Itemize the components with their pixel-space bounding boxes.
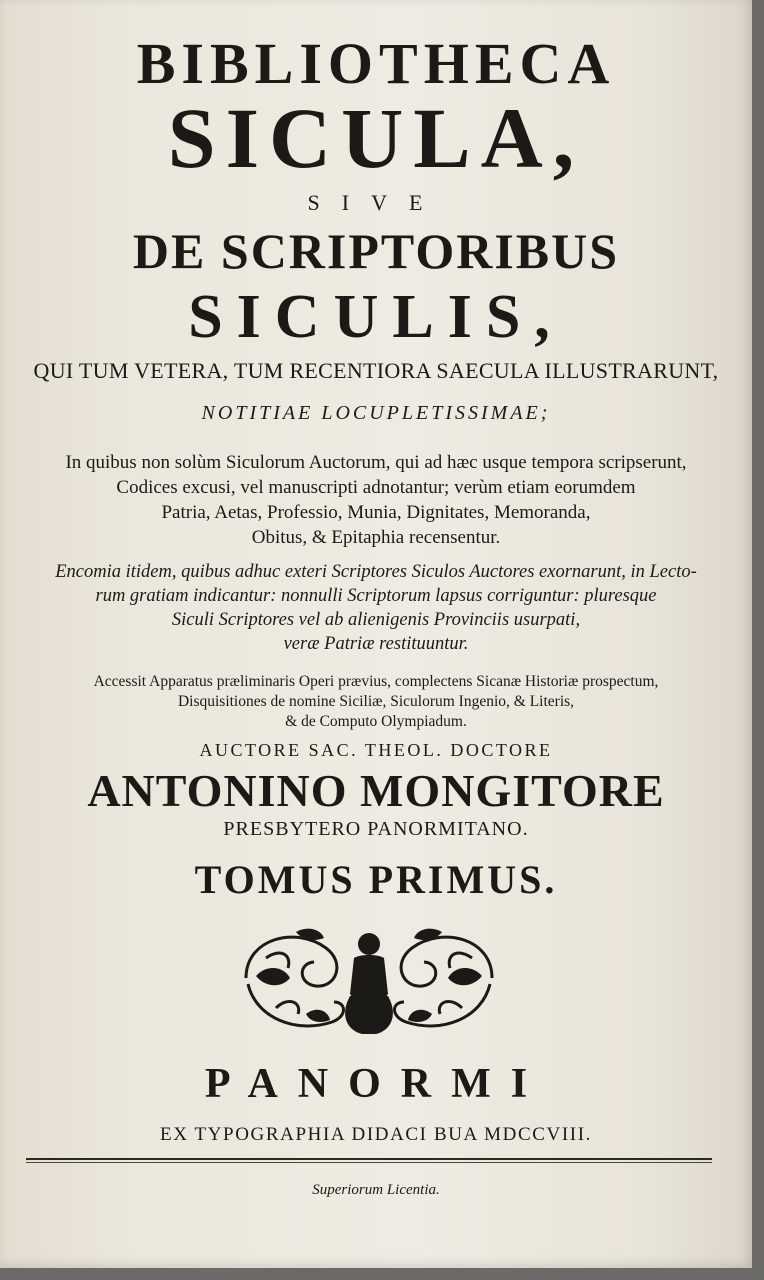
- imprint-place: PANORMI: [204, 1061, 548, 1107]
- paragraph-3-line: Disquisitiones de nomine Siciliæ, Siculorum Ingenio, & Literis,: [177, 693, 575, 710]
- paragraph-2-line: veræ Patriæ restituuntur.: [283, 634, 469, 654]
- description-paragraph-3: [0, 672, 752, 732]
- author-title: PRESBYTERO PANORMITANO.: [223, 818, 529, 840]
- subtitle-line: QUI TUM VETERA, TUM RECENTIORA SAECULA ILLUSTRARUNT,: [33, 358, 719, 383]
- paragraph-1-line: In quibus non solùm Siculorum Auctorum, qui ad hæc usque tempora scripserunt,: [65, 452, 687, 473]
- paragraph-2-line: rum gratiam indicantur: nonnulli Scriptorum lapsus corriguntur: pluresque: [95, 586, 657, 606]
- imprint-rule-thin: [26, 1162, 712, 1163]
- description-paragraph-1: [0, 450, 752, 550]
- printers-ornament: [236, 918, 502, 1042]
- imprint-printer: EX TYPOGRAPHIA DIDACI BUA MDCCVIII.: [160, 1124, 592, 1145]
- paragraph-1-line: Obitus, & Epitaphia recensentur.: [251, 527, 501, 548]
- license-line: Superiorum Licentia.: [312, 1182, 440, 1198]
- title-line-de-scriptoribus: DE SCRIPTORIBUS: [132, 223, 620, 279]
- paragraph-2-line: Siculi Scriptores vel ab alienigenis Provinciis usurpati,: [171, 610, 581, 630]
- description-paragraph-2: [0, 560, 752, 656]
- title-line-sicula: SICULA,: [167, 90, 585, 186]
- paragraph-1-line: Patria, Aetas, Professio, Munia, Dignitates, Memoranda,: [161, 502, 591, 523]
- title-line-bibliotheca: BIBLIOTHECA: [136, 31, 616, 96]
- paragraph-3-line: Accessit Apparatus præliminaris Operi prævius, complectens Sicanæ Historiæ prospectum,: [93, 673, 659, 690]
- volume-label: TOMUS PRIMUS.: [194, 857, 558, 902]
- title-line-sive: SIVE: [307, 190, 445, 215]
- imprint-rule: [26, 1158, 712, 1160]
- title-line-siculis: SICULIS,: [188, 283, 564, 351]
- notitiae-line: NOTITIAE LOCUPLETISSIMAE;: [201, 402, 551, 424]
- paragraph-2-line: Encomia itidem, quibus adhuc exteri Scriptores Siculos Auctores exornarunt, in Lecto-: [55, 562, 697, 582]
- author-name: ANTONINO MONGITORE: [87, 765, 665, 816]
- paragraph-1-line: Codices excusi, vel manuscripti adnotantur; verùm etiam eorumdem: [116, 477, 636, 498]
- author-intro: AUCTORE SAC. THEOL. DOCTORE: [199, 740, 553, 760]
- paragraph-3-line: & de Computo Olympiadum.: [285, 713, 467, 730]
